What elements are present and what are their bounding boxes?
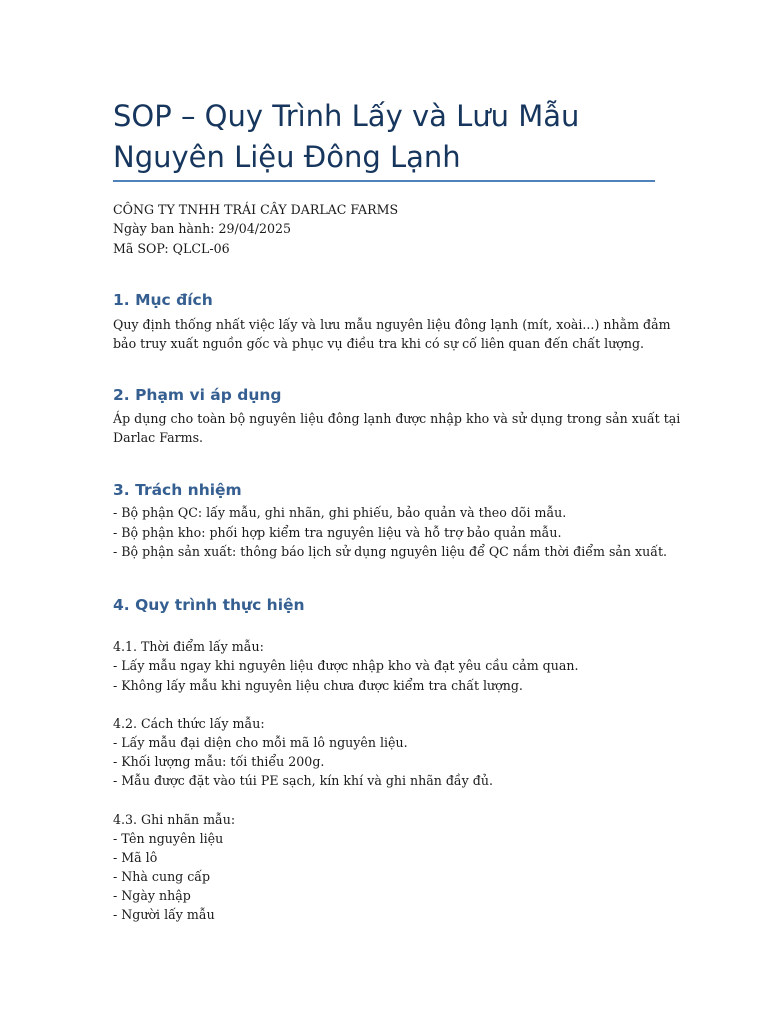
- scope-line: Áp dụng cho toàn bộ nguyên liệu đông lạnh được nhập kho và sử dụng trong sản xuất tại: [113, 411, 681, 426]
- document-title: [113, 96, 658, 178]
- timing-line: - Lấy mẫu ngay khi nguyên liệu được nhập kho và đạt yêu cầu cảm quan.: [113, 658, 579, 673]
- responsibility-line: - Bộ phận kho: phối hợp kiểm tra nguyên liệu và hỗ trợ bảo quản mẫu.: [113, 525, 562, 540]
- timing-title: 4.1. Thời điểm lấy mẫu:: [113, 639, 264, 654]
- issue-date: Ngày ban hành: 29/04/2025: [113, 221, 292, 236]
- timing-line: - Không lấy mẫu khi nguyên liệu chưa được kiểm tra chất lượng.: [113, 678, 523, 693]
- heading-responsibility: 3. Trách nhiệm: [113, 481, 242, 499]
- title-line-1: SOP – Quy Trình Lấy và Lưu Mẫu: [113, 99, 580, 133]
- scope-line: Darlac Farms.: [113, 430, 204, 445]
- purpose-line: bảo truy xuất nguồn gốc và phục vụ điều tra khi có sự cố liên quan đến chất lượng.: [113, 336, 645, 351]
- company-name: CÔNG TY TNHH TRÁI CÂY DARLAC FARMS: [113, 202, 399, 217]
- method-line: - Mẫu được đặt vào túi PE sạch, kín khí và ghi nhãn đầy đủ.: [113, 773, 493, 788]
- label-title: 4.3. Ghi nhãn mẫu:: [113, 812, 236, 827]
- method-line: - Lấy mẫu đại diện cho mỗi mã lô nguyên liệu.: [113, 735, 408, 750]
- responsibility-line: - Bộ phận QC: lấy mẫu, ghi nhãn, ghi phiếu, bảo quản và theo dõi mẫu.: [113, 505, 567, 520]
- heading-purpose: 1. Mục đích: [113, 291, 213, 309]
- label-item: - Tên nguyên liệu: [113, 831, 224, 846]
- label-item: - Mã lô: [113, 850, 158, 865]
- title-line-2: Nguyên Liệu Đông Lạnh: [113, 140, 461, 174]
- label-item: - Nhà cung cấp: [113, 869, 211, 884]
- label-item: - Ngày nhập: [113, 888, 191, 903]
- purpose-line: Quy định thống nhất việc lấy và lưu mẫu nguyên liệu đông lạnh (mít, xoài...) nhằm đảm: [113, 317, 671, 332]
- method-title: 4.2. Cách thức lấy mẫu:: [113, 716, 265, 731]
- method-line: - Khối lượng mẫu: tối thiểu 200g.: [113, 754, 325, 769]
- label-item: - Người lấy mẫu: [113, 907, 215, 922]
- heading-scope: 2. Phạm vi áp dụng: [113, 386, 282, 404]
- responsibility-line: - Bộ phận sản xuất: thông báo lịch sử dụng nguyên liệu để QC nắm thời điểm sản xuất.: [113, 544, 668, 559]
- sop-code: Mã SOP: QLCL-06: [113, 241, 230, 256]
- heading-procedure: 4. Quy trình thực hiện: [113, 596, 305, 614]
- title-divider: [113, 180, 655, 182]
